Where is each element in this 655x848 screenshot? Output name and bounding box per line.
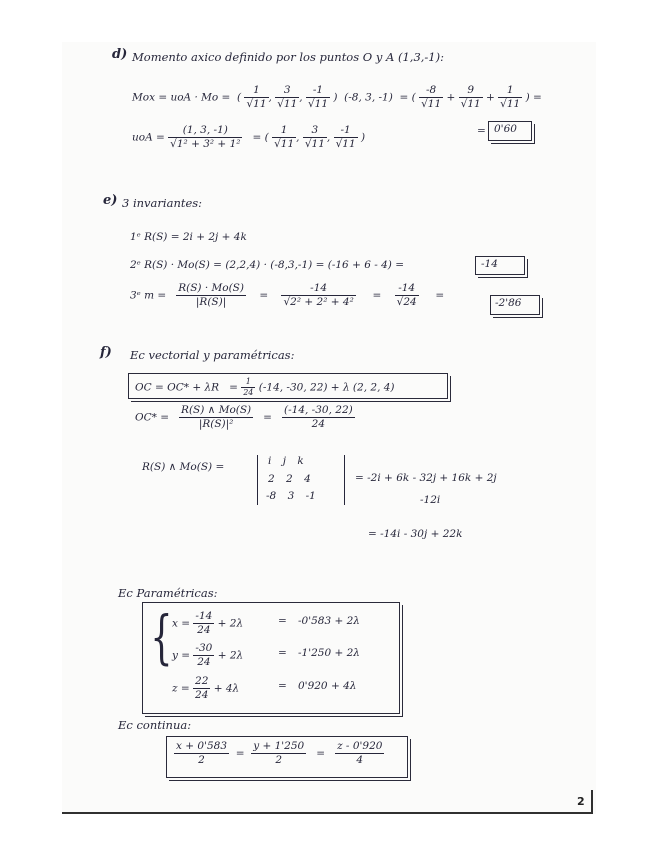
parametric-z-value: 0'920 + 4λ (298, 680, 357, 692)
vector-equation (135, 377, 395, 398)
continuous-equation: $\frac{x + 0'583}{2}$ = $\frac{y + 1'250}{2}$ = $\frac{z - 0'920}{4}$ (176, 740, 383, 767)
continuous-heading: Ec continua: (118, 718, 192, 732)
uoa-frac: $\frac{(1, 3, -1)}{\text{√1² + 3² + 1²}}$ (170, 124, 241, 151)
uoa-result-eq: = (477, 125, 486, 137)
determinant-bar-left (257, 455, 258, 505)
invariant-3-frac-3: $\frac{-14}{√24}$ (396, 282, 417, 309)
page-edge-bottom (62, 812, 592, 814)
continuous-frac-z: $\frac{z - 0'920}{4}$ (337, 740, 383, 767)
uoa-eq: = (252, 131, 262, 144)
oc-star-frac-2: $\frac{(-14, -30, 22)}{24}$ (284, 404, 353, 431)
cross-lhs: R(S) ∧ Mo(S) = (142, 461, 225, 473)
uoa-line: uoA = $\frac{(1, 3, -1)}{\text{√1² + 3² + 1²}}$ = ( $\frac{1}{√11}$ , $\frac{3}{√11}$ , $\frac{-1}{√11}$ ) (132, 124, 366, 151)
invariant-3-frac-2: $\frac{-14}{\text{√2² + 2² + 4²}}$ (283, 282, 354, 309)
determinant-row-2: 2 2 4 (268, 473, 311, 485)
invariant-2-result: -14 (481, 258, 498, 270)
continuous-frac-y: $\frac{y + 1'250}{2}$ (253, 740, 305, 767)
parametric-y-frac: $\frac{-30}{24}$ (195, 642, 213, 669)
vector-eq-rest: (-14, -30, 22) + λ (2, 2, 4) (258, 381, 395, 394)
vector-eq-lhs: OC = OC* + λR (135, 381, 220, 394)
parametric-x-eq: = (278, 615, 287, 627)
parametric-y-value: -1'250 + 2λ (298, 647, 360, 659)
cross-expansion-1: = -2i + 6k - 32j + 16k + 2j (355, 472, 497, 484)
parametric-z: z = $\frac{22}{24}$ + 4λ (172, 675, 240, 702)
parametric-x: x = $\frac{-14}{24}$ + 2λ (172, 610, 244, 637)
mox-tail: = (533, 91, 542, 104)
section-e-heading: 3 invariantes: (122, 196, 203, 210)
invariant-1: 1ᵉ R(S) = 2i + 2j + 4k (130, 231, 247, 243)
determinant-row-1: i j k (268, 455, 304, 467)
mox-result-frac-2: $\frac{9}{√11}$ (460, 84, 481, 111)
continuous-frac-x: $\frac{x + 0'583}{2}$ (176, 740, 228, 767)
page-number: 2 (577, 795, 585, 808)
determinant-row-3: -8 3 -1 (266, 490, 316, 502)
oc-star-lhs: OC* = (135, 411, 170, 424)
mox-result-frac-1: $\frac{-8}{√11}$ (421, 84, 442, 111)
parametric-brace: { (150, 603, 173, 671)
invariant-2: 2ᵉ R(S) · Mo(S) = (2,2,4) · (-8,3,-1) = (-16 + 6 - 4) = (130, 259, 405, 271)
invariant-3-frac-1: $\frac{R(S) \cdot Mo(S)}{|R(S)|}$ (178, 282, 244, 309)
parametric-y: y = $\frac{-30}{24}$ + 2λ (172, 642, 244, 669)
cross-expansion-2: -12i (420, 494, 441, 506)
mox-frac-1: $\frac{1}{√11}$ (246, 84, 267, 111)
parametric-z-frac: $\frac{22}{24}$ (195, 675, 209, 702)
vector-eq-eq: = (229, 381, 238, 394)
oc-star-frac-1: $\frac{R(S) \wedge Mo(S)}{\text{|R(S)|²}}$ (181, 404, 252, 431)
invariant-3-line: 3ᵉ m = $\frac{R(S) \cdot Mo(S)}{|R(S)|}$ = $\frac{-14}{\text{√2² + 2² + 4²}}$ = $\frac{-14}{√24}$ = (130, 282, 445, 309)
section-e-label: e) (103, 193, 118, 208)
page-edge-right (591, 790, 593, 814)
invariant-3-lhs: 3ᵉ m = (130, 289, 167, 302)
section-d-heading: Momento axico definido por los puntos O y A (1,3,-1): (132, 50, 444, 64)
vector-eq-frac: $\frac{1}{24}$ (243, 377, 254, 397)
cross-result: = -14i - 30j + 22k (368, 528, 463, 540)
uoa-frac-3: $\frac{-1}{√11}$ (335, 124, 356, 151)
mox-vector: (-8, 3, -1) (344, 91, 393, 104)
invariant-3-result: -2'86 (495, 297, 522, 309)
uoa-frac-2: $\frac{3}{√11}$ (304, 124, 325, 151)
section-f-heading: Ec vectorial y paramétricas: (130, 348, 295, 362)
parametric-x-frac: $\frac{-14}{24}$ (195, 610, 213, 637)
mox-frac-3: $\frac{-1}{√11}$ (307, 84, 329, 111)
parametric-x-value: -0'583 + 2λ (298, 615, 360, 627)
section-f-label: f) (100, 345, 112, 360)
mox-frac-2: $\frac{3}{√11}$ (277, 84, 298, 111)
uoa-lhs: uoA = (132, 131, 165, 144)
determinant-bar-right (344, 455, 345, 505)
mox-result-frac-3: $\frac{1}{√11}$ (500, 84, 521, 111)
mox-lhs: Mox = uoA · Mo = (132, 91, 231, 104)
parametric-heading: Ec Paramétricas: (118, 586, 218, 600)
parametric-z-eq: = (278, 680, 287, 692)
uoa-frac-1: $\frac{1}{√11}$ (274, 124, 295, 151)
mox-line: Mox = uoA · Mo = ( $\frac{1}{√11}$ , $\frac{3}{√11}$ , $\frac{-1}{√11}$ ) (-8, 3, -1) = ( $\frac{-8}{√11}$ + $\frac{9}{√11}$ + $\frac{1}{√11}$ ) = (132, 84, 542, 111)
uoa-result: 0'60 (494, 123, 517, 135)
oc-star-line: OC* = $\frac{R(S) \wedge Mo(S)}{\text{|R(S)|²}}$ = $\frac{(-14, -30, 22)}{24}$ (135, 404, 353, 431)
section-d-label: d) (112, 47, 128, 62)
parametric-y-eq: = (278, 647, 287, 659)
